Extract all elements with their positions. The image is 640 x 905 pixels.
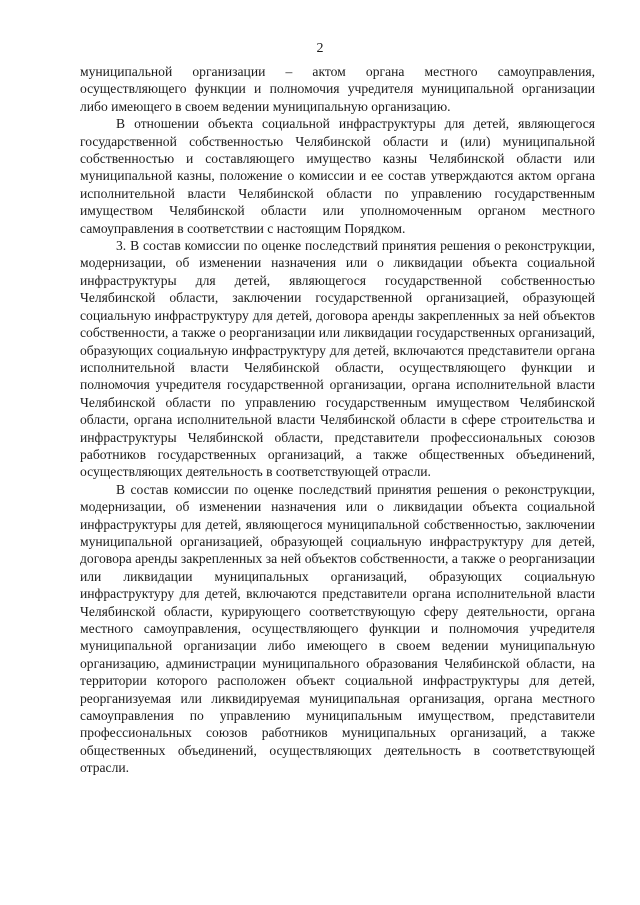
paragraph-municipal-commission: В состав комиссии по оценке последствий принятия решения о реконструкции, модернизации, об изменении назначения или о ликвидации объекта социальной инфраструктуры для детей, являющегося муниципальной собственностью, заключении муниципальной организацией, образующей социальную инфраструктуру для детей, договора аренды закрепленных за ней объектов собственности, а также о реорганизации или ликвидации муниципальных организаций, образующих социальную инфраструктуру для детей, включаются представители органа исполнительной власти Челябинской области, курирующего соответствующую сферу деятельности, органа местного самоуправления, осуществляющего функции и полномочия учредителя муниципальной организации либо имеющего в своем ведении муниципальную организацию, администрации муниципального образования Челябинской области, на территории которого расположен объект социальной инфраструктуры для детей, реорганизуемая или ликвидируемая муниципальная организация, органа местного самоуправления по управлению муниципальным имуществом, представители профессиональных союзов работников муниципальных организаций, а также общественных объединений, осуществляющих деятельность в соответствующей отрасли. bbox=[80, 481, 595, 776]
paragraph-continuation: муниципальной организации – актом органа местного самоуправления, осуществляющего функции и полномочия учредителя муниципальной организации либо имеющего в своем ведении муниципальную организацию. bbox=[80, 64, 595, 114]
page-number: 2 bbox=[316, 41, 324, 56]
paragraph-item-3: 3. В состав комиссии по оценке последствий принятия решения о реконструкции, модернизации, об изменении назначения или о ликвидации объекта социальной инфраструктуры для детей, являющегося государственной собственностью Челябинской области, заключении государственной организацией, образующей социальную инфраструктуру для детей, договора аренды закрепленных за ней объектов собственности, а также о реорганизации или ликвидации государственных организаций, образующих социальную инфраструктуру для детей, включаются представители органа исполнительной власти Челябинской области, осуществляющего функции и полномочия учредителя государственной организации, органа исполнительной власти Челябинской области по управлению государственным имуществом Челябинской области, органа исполнительной власти Челябинской области в сфере строительства и инфраструктуры Челябинской области, представители профессиональных союзов работников государственных организаций, а также общественных объединений, осуществляющих деятельность в соответствующей отрасли. bbox=[80, 238, 595, 480]
paragraph-regional-property: В отношении объекта социальной инфраструктуры для детей, являющегося государственной собственностью Челябинской области и (или) муниципальной собственностью и составляющего имущество казны Челябинской области или муниципальной казны, положение о комиссии и ее состав утверждаются актом органа исполнительной власти Челябинской области по управлению государственным имуществом Челябинской области или уполномоченным органом местного самоуправления в соответствии с настоящим Порядком. bbox=[80, 116, 595, 236]
document-body bbox=[80, 63, 595, 777]
